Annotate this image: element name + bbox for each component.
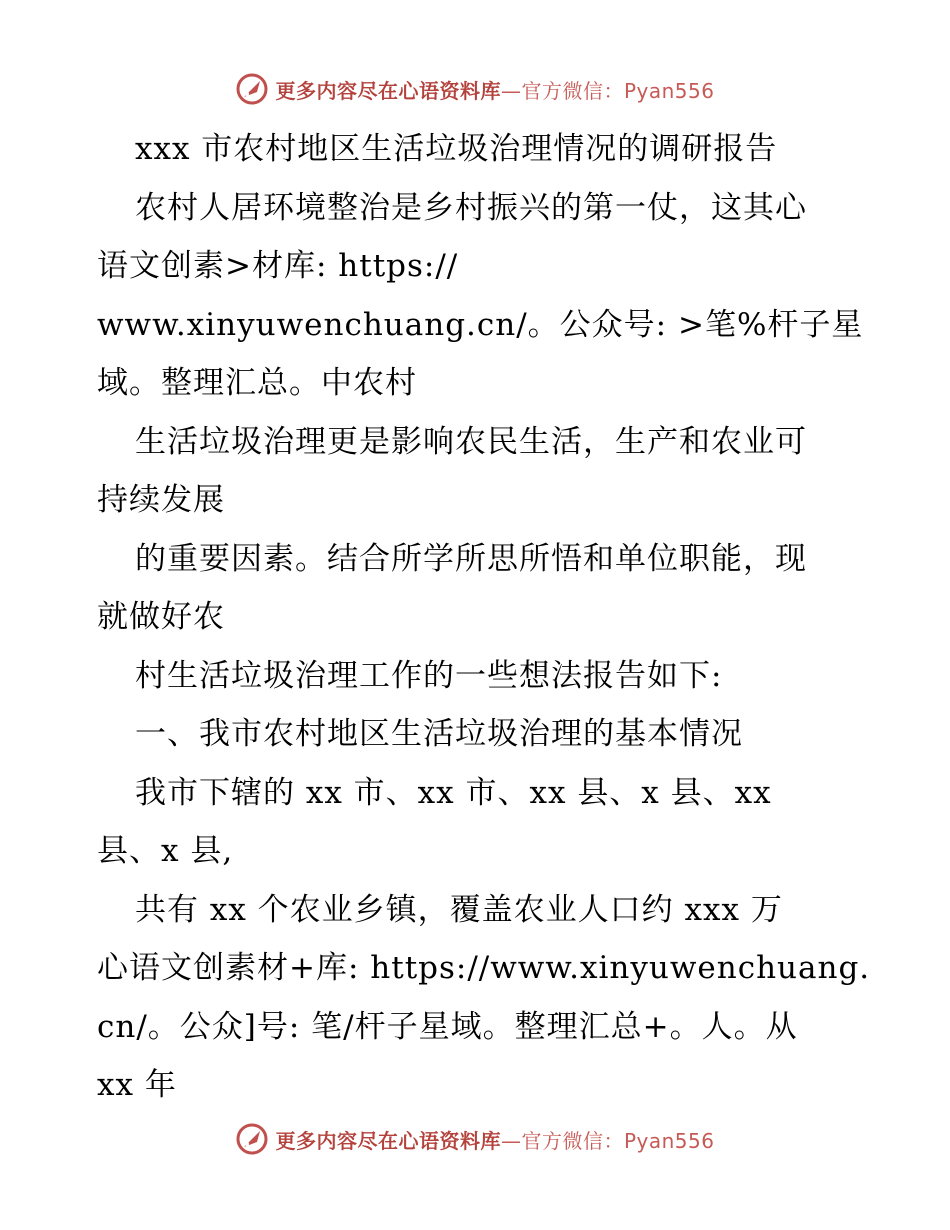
quill-logo-icon [235, 1122, 269, 1156]
text-line: 持续发展 [97, 482, 225, 518]
text-line: 农村人居环境整治是乡村振兴的第一仗，这其心 [135, 189, 807, 226]
text-line: 语文创素>材库: https:// [97, 248, 459, 284]
document-body [97, 120, 877, 1115]
header-text [275, 75, 714, 104]
text-line: 生活垃圾治理更是影响农民生活，生产和农业可 [135, 423, 807, 460]
quill-logo-icon [235, 72, 269, 106]
page-footer-banner [0, 1122, 950, 1156]
footer-brand: 更多内容尽在心语资料库 [275, 1128, 501, 1153]
text-line: 我市下辖的 xx 市、xx 市、xx 县、x 县、xx [135, 774, 772, 811]
text-line: 心语文创素材+库: https://www.xinyuwenchuang. [97, 950, 871, 986]
text-line: www.xinyuwenchuang.cn/。公众号: >笔%杆子星 [97, 306, 864, 343]
text-line: xx 年 [97, 1067, 177, 1103]
footer-contact: —官方微信：Pyan556 [500, 1128, 715, 1153]
footer-text [275, 1125, 714, 1154]
header-contact: —官方微信：Pyan556 [500, 78, 715, 103]
text-line: 共有 xx 个农业乡镇，覆盖农业人口约 xxx 万 [135, 891, 783, 928]
text-line: 村生活垃圾治理工作的一些想法报告如下: [135, 657, 723, 694]
document-title: xxx 市农村地区生活垃圾治理情况的调研报告 [135, 131, 778, 167]
text-line: 的重要因素。结合所学所思所悟和单位职能，现 [135, 540, 807, 577]
text-line: 就做好农 [97, 599, 225, 635]
page-header-banner [0, 72, 950, 106]
section-heading: 一、我市农村地区生活垃圾治理的基本情况 [135, 716, 743, 752]
header-brand: 更多内容尽在心语资料库 [275, 78, 501, 103]
text-line: 域。整理汇总。中农村 [97, 365, 417, 401]
text-line: 县、x 县, [97, 833, 234, 869]
text-line: cn/。公众]号: 笔/杆子星域。整理汇总+。人。从 [97, 1008, 798, 1045]
